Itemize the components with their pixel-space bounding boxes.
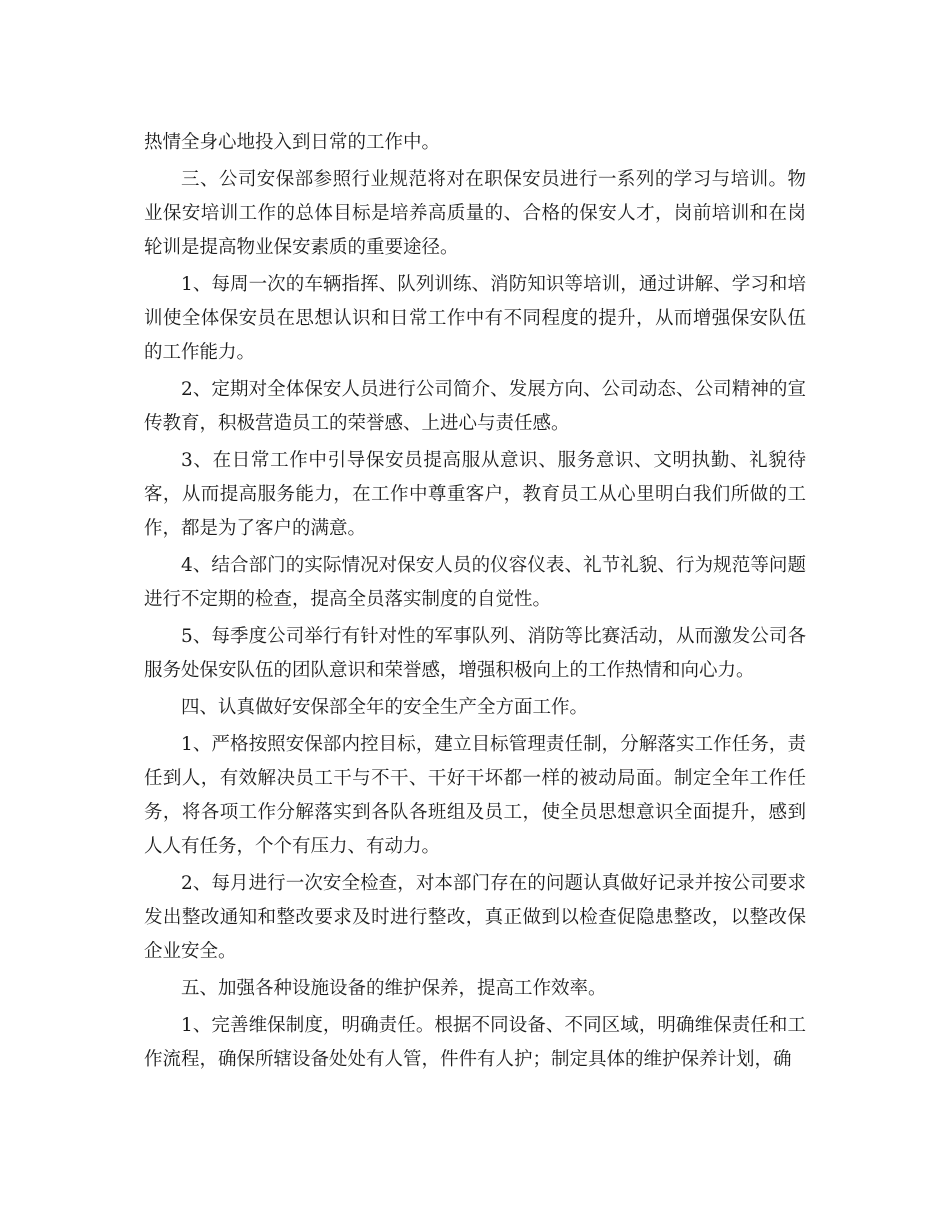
section-heading: 五、加强各种设施设备的维护保养，提高工作效率。 — [181, 978, 607, 999]
document-body — [144, 126, 806, 1080]
paragraph: 2、定期对全体保安人员进行公司简介、发展方向、公司动态、公司精神的宣传教育，积极营造员工的荣誉感、上进心与责任感。 — [144, 379, 806, 434]
paragraph: 5、每季度公司举行有针对性的军事队列、消防等比赛活动，从而激发公司各服务处保安队伍的团队意识和荣誉感，增强积极向上的工作热情和向心力。 — [144, 626, 806, 681]
paragraph: 4、结合部门的实际情况对保安人员的仪容仪表、礼节礼貌、行为规范等问题进行不定期的检查，提高全员落实制度的自觉性。 — [144, 555, 806, 610]
paragraph: 1、完善维保制度，明确责任。根据不同设备、不同区域，明确维保责任和工作流程，确保所辖设备处处有人管，件件有人护；制定具体的维护保养计划，确 — [144, 1015, 806, 1070]
section-heading: 四、认真做好安保部全年的安全生产全方面工作。 — [181, 697, 589, 718]
paragraph: 热情全身心地投入到日常的工作中。 — [144, 132, 441, 153]
paragraph: 1、每周一次的车辆指挥、队列训练、消防知识等培训，通过讲解、学习和培训使全体保安员在思想认识和日常工作中有不同程度的提升，从而增强保安队伍的工作能力。 — [144, 274, 806, 363]
paragraph: 2、每月进行一次安全检查，对本部门存在的问题认真做好记录并按公司要求发出整改通知和整改要求及时进行整改，真正做到以检查促隐患整改，以整改保企业安全。 — [144, 873, 806, 962]
paragraph: 三、公司安保部参照行业规范将对在职保安员进行一系列的学习与培训。物业保安培训工作的总体目标是培养高质量的、合格的保安人才，岗前培训和在岗轮训是提高物业保安素质的重要途径。 — [144, 169, 806, 258]
paragraph: 1、严格按照安保部内控目标，建立目标管理责任制，分解落实工作任务，责任到人，有效解决员工干与不干、干好干坏都一样的被动局面。制定全年工作任务，将各项工作分解落实到各队各班组及员工，使全员思想意识全面提升，感到人人有任务，个个有压力、有动力。 — [144, 734, 806, 857]
paragraph: 3、在日常工作中引导保安员提高服从意识、服务意识、文明执勤、礼貌待客，从而提高服务能力，在工作中尊重客户，教育员工从心里明白我们所做的工作，都是为了客户的满意。 — [144, 450, 806, 539]
